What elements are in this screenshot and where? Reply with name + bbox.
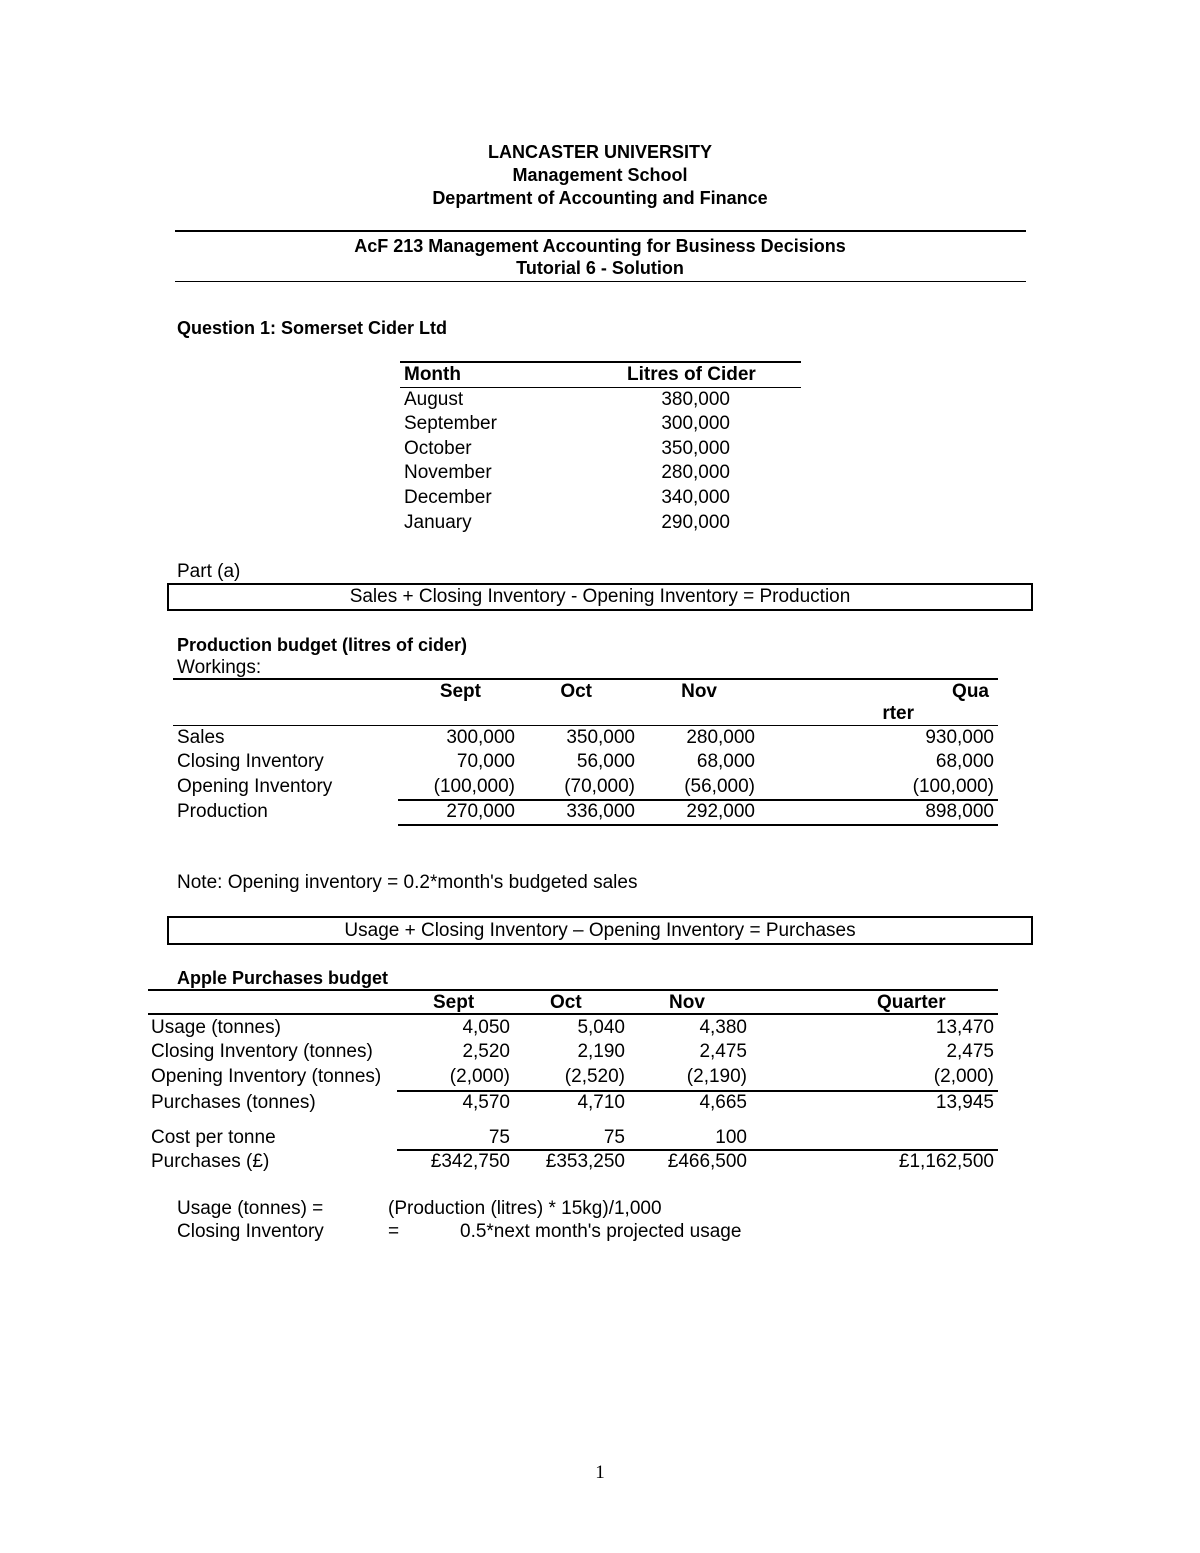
sales-litres: 280,000 bbox=[661, 462, 730, 483]
production-cell: 68,000 bbox=[935, 751, 994, 772]
production-formula-box: Sales + Closing Inventory - Opening Inventory = Production bbox=[167, 583, 1033, 611]
tutorial-title: Tutorial 6 - Solution bbox=[516, 258, 684, 278]
production-cell: 56,000 bbox=[576, 751, 635, 772]
purchases-col-sept: Sept bbox=[433, 992, 475, 1013]
purchases-cell: £466,500 bbox=[667, 1151, 747, 1172]
sales-month: August bbox=[404, 389, 464, 410]
purchases-cell: 4,050 bbox=[462, 1017, 510, 1038]
purchases-col-nov: Nov bbox=[669, 992, 705, 1013]
part-a-label: Part (a) bbox=[177, 561, 241, 582]
purchases-cell: £342,750 bbox=[430, 1151, 510, 1172]
purchases-cell: (2,190) bbox=[686, 1066, 747, 1087]
production-cell: (100,000) bbox=[912, 776, 994, 797]
closing-inventory-formula-label: Closing Inventory bbox=[177, 1221, 324, 1242]
sales-col-month: Month bbox=[404, 364, 461, 385]
purchases-header-rule bbox=[148, 1013, 998, 1015]
production-title: Production budget (litres of cider) bbox=[177, 635, 468, 655]
production-row-label: Opening Inventory bbox=[177, 776, 333, 797]
sales-month: October bbox=[404, 438, 472, 459]
production-row-label: Closing Inventory bbox=[177, 751, 324, 772]
purchases-row-label: Purchases (tonnes) bbox=[151, 1092, 316, 1113]
purchases-cell: 4,665 bbox=[699, 1092, 747, 1113]
sales-table-top-rule bbox=[400, 361, 801, 363]
purchases-cell: 75 bbox=[488, 1127, 510, 1148]
purchases-cell: £353,250 bbox=[545, 1151, 625, 1172]
sales-month: September bbox=[404, 413, 497, 434]
purchases-cell: 13,470 bbox=[935, 1017, 994, 1038]
purchases-cell: 5,040 bbox=[577, 1017, 625, 1038]
course-title: AcF 213 Management Accounting for Business Decisions bbox=[354, 236, 846, 256]
sales-month: November bbox=[404, 462, 492, 483]
production-cell: 292,000 bbox=[686, 801, 755, 822]
production-cell: (100,000) bbox=[433, 776, 515, 797]
purchases-row-label: Cost per tonne bbox=[151, 1127, 276, 1148]
sales-col-litres: Litres of Cider bbox=[627, 364, 756, 385]
usage-formula: (Production (litres) * 15kg)/1,000 bbox=[388, 1198, 662, 1219]
sales-litres: 340,000 bbox=[661, 487, 730, 508]
production-cell: 336,000 bbox=[566, 801, 635, 822]
purchases-cell: 75 bbox=[603, 1127, 625, 1148]
production-col-oct: Oct bbox=[560, 681, 592, 702]
purchases-col-quarter: Quarter bbox=[877, 992, 946, 1013]
department-name: Department of Accounting and Finance bbox=[432, 188, 768, 208]
production-row-label: Sales bbox=[177, 727, 225, 748]
purchases-formula-box: Usage + Closing Inventory – Opening Inventory = Purchases bbox=[167, 916, 1033, 945]
production-cell: 300,000 bbox=[446, 727, 515, 748]
production-col-quarter-part1: Qua bbox=[952, 681, 989, 702]
sales-month: December bbox=[404, 487, 492, 508]
purchases-cell: (2,520) bbox=[564, 1066, 625, 1087]
production-col-quarter-part2: rter bbox=[882, 703, 914, 724]
purchases-row-label: Usage (tonnes) bbox=[151, 1017, 281, 1038]
sales-litres: 300,000 bbox=[661, 413, 730, 434]
purchases-cell: 4,710 bbox=[577, 1092, 625, 1113]
school-name: Management School bbox=[512, 165, 688, 185]
purchases-row-label: Opening Inventory (tonnes) bbox=[151, 1066, 382, 1087]
sales-table-header-rule bbox=[400, 387, 801, 388]
closing-inventory-formula: 0.5*next month's projected usage bbox=[460, 1221, 742, 1242]
workings-label: Workings: bbox=[177, 657, 262, 678]
purchases-cell: 2,520 bbox=[462, 1041, 510, 1062]
production-cell: (70,000) bbox=[564, 776, 635, 797]
question-title: Question 1: Somerset Cider Ltd bbox=[177, 318, 448, 338]
purchases-cell: 4,570 bbox=[462, 1092, 510, 1113]
purchases-cell: 4,380 bbox=[699, 1017, 747, 1038]
purchases-row-label: Purchases (£) bbox=[151, 1151, 270, 1172]
purchases-cell: 2,190 bbox=[577, 1041, 625, 1062]
production-col-nov: Nov bbox=[681, 681, 717, 702]
purchases-cell: (2,000) bbox=[449, 1066, 510, 1087]
purchases-cell: £1,162,500 bbox=[898, 1151, 994, 1172]
production-cell: 270,000 bbox=[446, 801, 515, 822]
sales-litres: 380,000 bbox=[661, 389, 730, 410]
production-cell: (56,000) bbox=[684, 776, 755, 797]
header-rule-bottom bbox=[175, 281, 1026, 282]
production-cell: 280,000 bbox=[686, 727, 755, 748]
production-header-rule bbox=[173, 725, 998, 726]
production-total-rule bbox=[398, 824, 998, 826]
usage-formula-label: Usage (tonnes) = bbox=[177, 1198, 324, 1219]
header-rule-top bbox=[175, 230, 1026, 232]
purchases-cell: 2,475 bbox=[946, 1041, 994, 1062]
production-cell: 350,000 bbox=[566, 727, 635, 748]
production-cell: 930,000 bbox=[925, 727, 994, 748]
purchases-cell: (2,000) bbox=[933, 1066, 994, 1087]
purchases-row-label: Closing Inventory (tonnes) bbox=[151, 1041, 373, 1062]
purchases-cell: 2,475 bbox=[699, 1041, 747, 1062]
production-table-top-rule bbox=[173, 678, 998, 680]
sales-litres: 290,000 bbox=[661, 512, 730, 533]
production-cell: 898,000 bbox=[925, 801, 994, 822]
purchases-cell: 100 bbox=[715, 1127, 747, 1148]
closing-inventory-equals: = bbox=[388, 1221, 400, 1242]
opening-inventory-note: Note: Opening inventory = 0.2*month's budgeted sales bbox=[177, 872, 638, 893]
purchases-col-oct: Oct bbox=[550, 992, 582, 1013]
university-name: LANCASTER UNIVERSITY bbox=[487, 142, 712, 162]
production-col-sept: Sept bbox=[439, 681, 481, 702]
purchases-table-top-rule bbox=[148, 989, 998, 991]
production-cell: 70,000 bbox=[456, 751, 515, 772]
production-row-label: Production bbox=[177, 801, 268, 822]
purchases-cell: 13,945 bbox=[935, 1092, 994, 1113]
production-cell: 68,000 bbox=[696, 751, 755, 772]
sales-litres: 350,000 bbox=[661, 438, 730, 459]
sales-month: January bbox=[404, 512, 472, 533]
purchases-title: Apple Purchases budget bbox=[177, 968, 389, 988]
page-number: 1 bbox=[595, 1462, 605, 1483]
